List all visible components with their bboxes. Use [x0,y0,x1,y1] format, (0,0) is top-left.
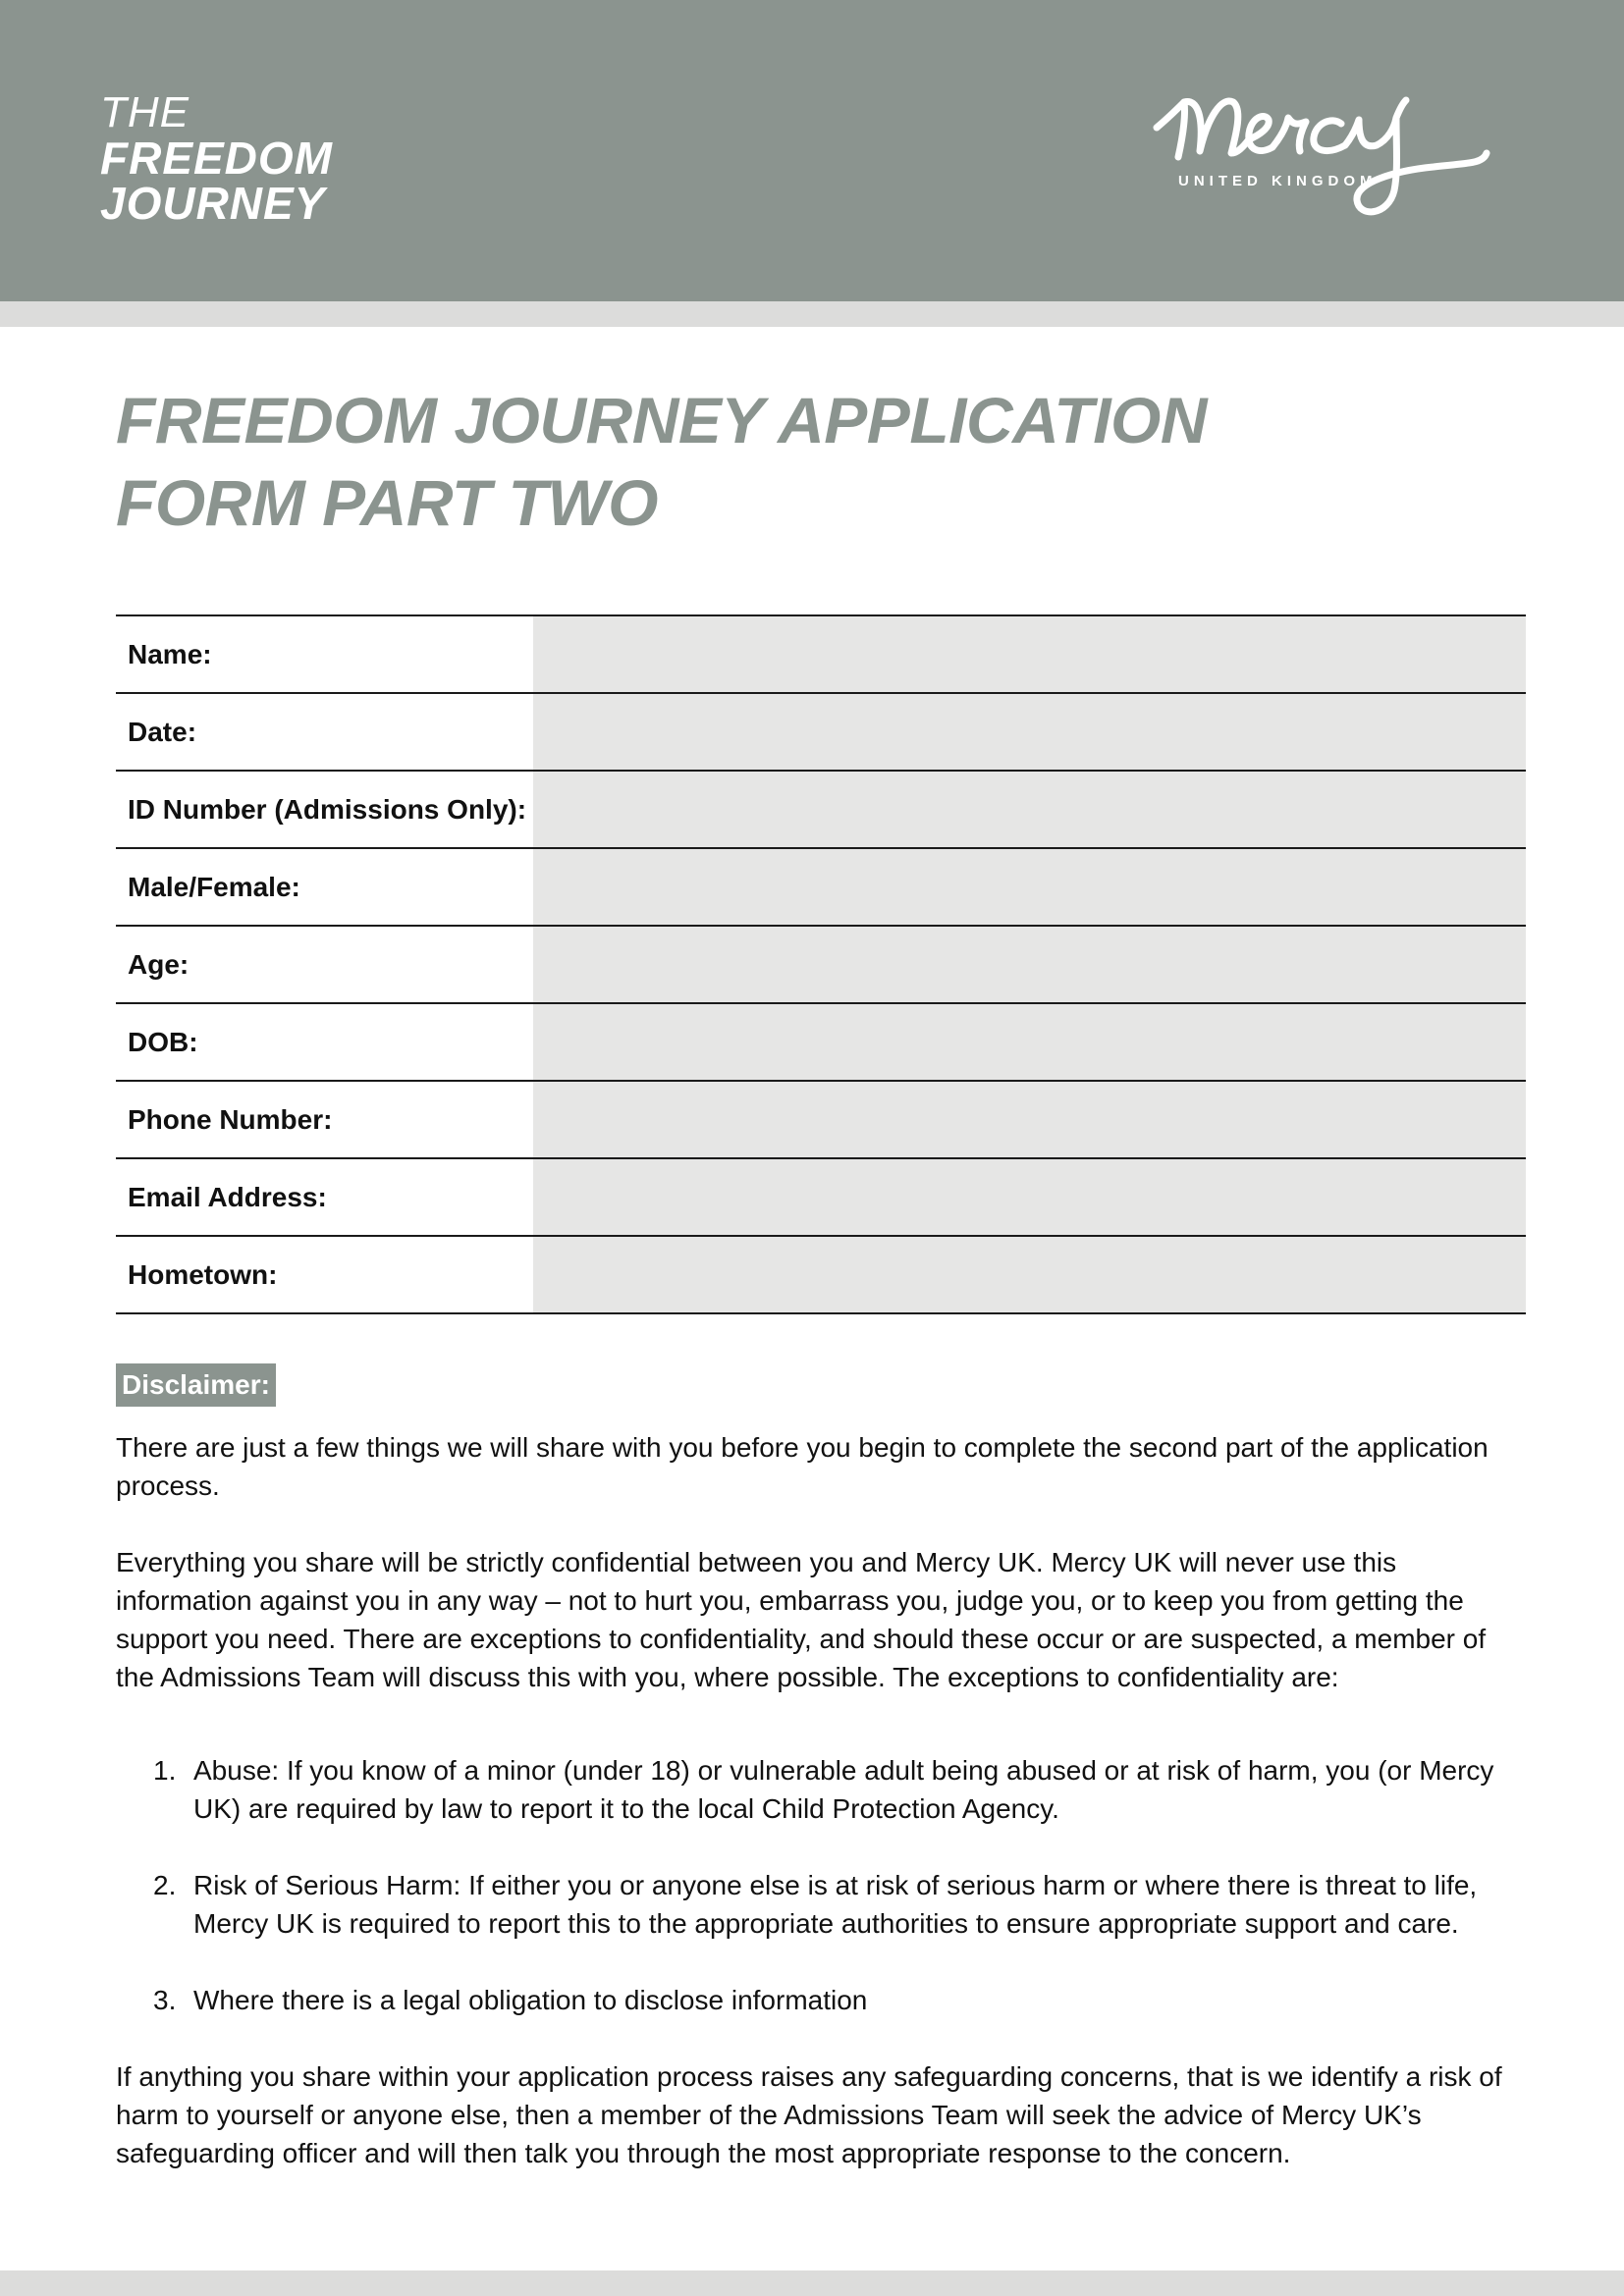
name-field[interactable] [533,615,1526,693]
footer-stripe [0,2270,1624,2296]
brand-freedom: FREEDOM [100,133,333,184]
mercy-script-icon [1149,88,1532,236]
gender-label: Male/Female: [116,848,533,926]
form-row-name [116,615,1526,693]
hometown-field[interactable] [533,1236,1526,1313]
email-label: Email Address: [116,1158,533,1236]
date-label: Date: [116,693,533,771]
confidentiality-paragraph: Everything you share will be strictly confidential between you and Mercy UK. Mercy UK will never use this information against you in any way – not to hurt you, embarrass you, judge you, or to keep you from getting the support you need. There are exceptions to confidentiality, and should these occur or are suspected, a member of the Admissions Team will discuss this with you, where possible. The exceptions to confidentiality are: [116,1547,1487,1692]
list-item-text: Risk of Serious Harm: If either you or anyone else is at risk of serious harm or where there is threat to life, Mercy UK is required to report this to the appropriate authorities to ensure appropriate support and care. [193,1870,1478,1939]
freedom-journey-logo [100,88,333,229]
disclaimer-heading: Disclaimer: [116,1363,276,1407]
brand-the: THE [100,88,189,136]
form-row-id-number [116,771,1526,848]
exceptions-list [116,1751,1520,2057]
form-row-gender [116,848,1526,926]
name-label: Name: [116,615,533,693]
id-number-label: ID Number (Admissions Only): [116,771,533,848]
list-item-number: 3. [153,1985,177,2015]
dob-field[interactable] [533,1003,1526,1081]
gender-field[interactable] [533,848,1526,926]
dob-label: DOB: [116,1003,533,1081]
form-row-email [116,1158,1526,1236]
form-row-hometown [116,1236,1526,1313]
list-item-text: Where there is a legal obligation to disclose information [193,1985,868,2015]
brand-journey: JOURNEY [100,178,326,229]
email-field[interactable] [533,1158,1526,1236]
list-item [116,1981,1520,2019]
id-number-field[interactable] [533,771,1526,848]
date-field[interactable] [533,693,1526,771]
form-row-phone [116,1081,1526,1158]
disclaimer-intro: There are just a few things we will share with you before you begin to complete the second part of the application process. [116,1432,1489,1501]
form-row-date [116,693,1526,771]
form-row-age [116,926,1526,1003]
hometown-label: Hometown: [116,1236,533,1313]
list-item-number: 1. [153,1755,177,1786]
safeguarding-paragraph: If anything you share within your application process raises any safeguarding concerns, that is we identify a risk of harm to yourself or anyone else, then a member of the Admissions Team will seek the advice of Mercy UK’s safeguarding officer and will then talk you through the most appropriate response to the concern. [116,2061,1502,2168]
phone-field[interactable] [533,1081,1526,1158]
list-item-text: Abuse: If you know of a minor (under 18) or vulnerable adult being abused or at risk of harm, you (or Mercy UK) are required by law to report it to the local Child Protection Agency. [193,1755,1494,1824]
age-field[interactable] [533,926,1526,1003]
title-line-1: FREEDOM JOURNEY APPLICATION [116,384,1208,456]
page-title [116,379,1490,544]
phone-label: Phone Number: [116,1081,533,1158]
header-banner [0,0,1624,301]
applicant-details-form [116,614,1526,1314]
mercy-uk-logo [1149,88,1532,236]
list-item [116,1751,1520,1828]
list-item [116,1866,1520,1943]
logo-subtitle: UNITED KINGDOM [1178,173,1378,189]
form-row-dob [116,1003,1526,1081]
age-label: Age: [116,926,533,1003]
list-item-number: 2. [153,1870,177,1900]
title-line-2: FORM PART TWO [116,466,658,539]
header-stripe [0,301,1624,327]
